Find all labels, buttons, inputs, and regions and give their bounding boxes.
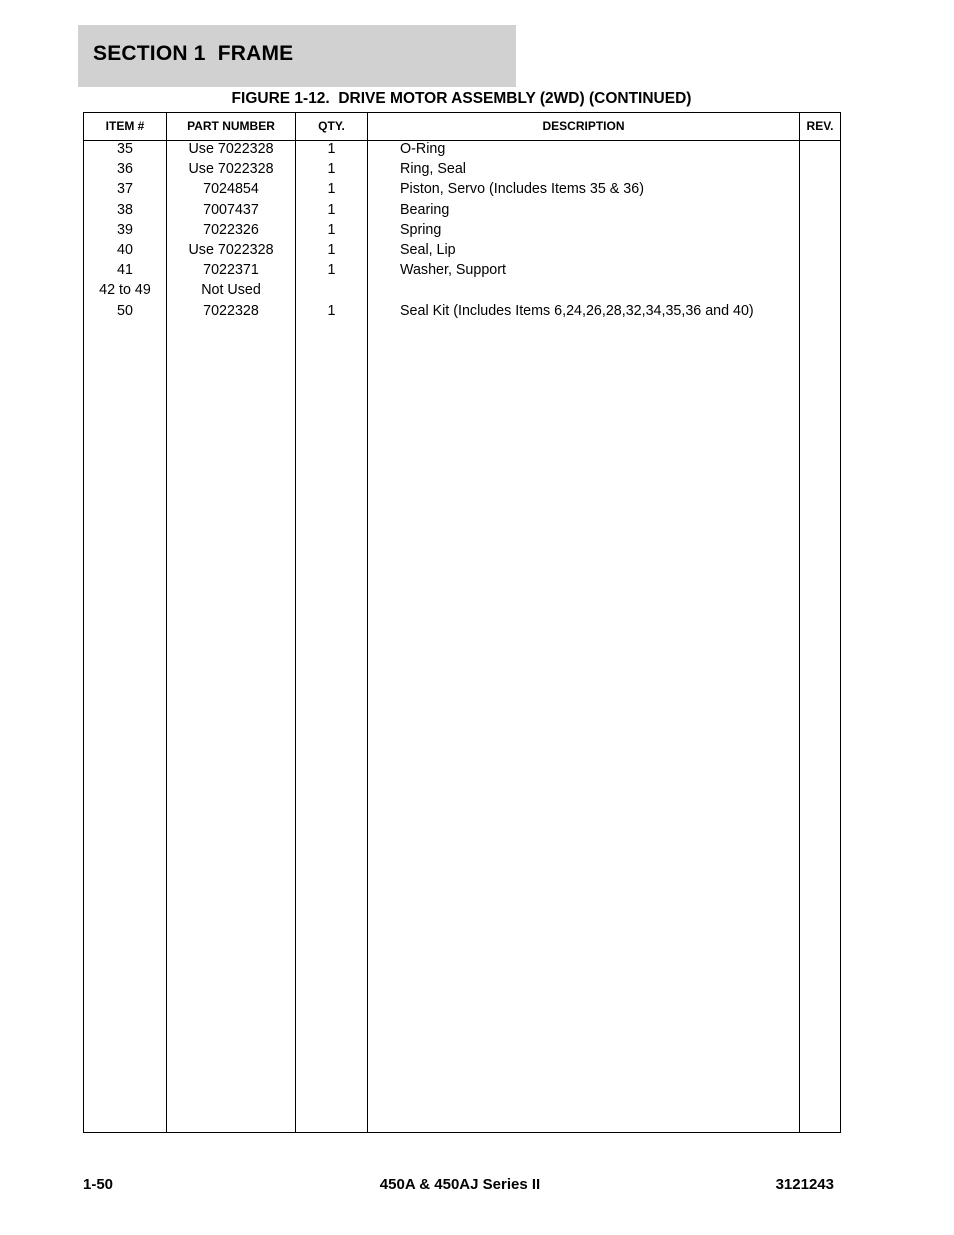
part-number-cell: 7022326: [203, 221, 259, 238]
part-number-cell: Not Used: [201, 282, 261, 299]
part-number-cell: Use 7022328: [188, 161, 274, 178]
description-cell: Piston, Servo (Includes Items 35 & 36): [400, 181, 644, 198]
qty-cell: 1: [327, 181, 336, 198]
table-row: [84, 280, 840, 300]
header-qty: QTY.: [318, 119, 345, 133]
item-cell: 35: [117, 141, 133, 157]
section-title: SECTION 1 FRAME: [93, 42, 294, 65]
part-number-cell: 7024854: [203, 181, 259, 198]
qty-cell: 1: [327, 201, 336, 218]
table-row: [84, 179, 840, 199]
description-cell: Bearing: [400, 201, 450, 218]
qty-cell: 1: [327, 262, 336, 279]
table-row: [84, 159, 840, 179]
header-part-number: PART NUMBER: [187, 119, 275, 133]
section-banner: [78, 25, 516, 87]
item-cell: 41: [117, 262, 133, 279]
part-number-cell: Use 7022328: [188, 141, 274, 157]
qty-cell: 1: [327, 242, 336, 258]
part-number-cell: 7022371: [203, 262, 259, 279]
table-row: [84, 200, 840, 220]
description-cell: O-Ring: [400, 141, 446, 157]
item-cell: 39: [117, 221, 133, 238]
header-item: ITEM #: [105, 119, 145, 133]
qty-cell: 1: [327, 221, 336, 238]
model-name: 450A & 450AJ Series II: [379, 1176, 541, 1193]
qty-cell: 1: [327, 141, 336, 157]
description-cell: Washer, Support: [400, 262, 506, 279]
parts-table: [83, 112, 841, 1133]
part-number-cell: 7007437: [203, 201, 259, 218]
item-cell: 42 to 49: [99, 282, 151, 299]
figure-title: FIGURE 1-12. DRIVE MOTOR ASSEMBLY (2WD) (CONTINUED): [231, 90, 692, 107]
table-row: [84, 220, 840, 240]
table-row: [84, 260, 840, 280]
part-number-cell: Use 7022328: [188, 242, 274, 258]
qty-cell: 1: [327, 161, 336, 178]
item-cell: 50: [117, 302, 133, 319]
part-number-cell: 7022328: [203, 302, 259, 319]
item-cell: 38: [117, 201, 133, 218]
table-row: [84, 139, 840, 159]
description-cell: Seal Kit (Includes Items 6,24,26,28,32,34,35,36 and 40): [400, 302, 754, 319]
description-cell: Seal, Lip: [400, 242, 456, 258]
description-cell: Spring: [400, 221, 442, 238]
item-cell: 40: [117, 242, 133, 258]
item-cell: 36: [117, 161, 133, 178]
header-rev: REV.: [806, 119, 834, 133]
page-number: 1-50: [83, 1176, 114, 1193]
header-description: DESCRIPTION: [542, 119, 625, 133]
table-row: [84, 240, 840, 260]
table-row: [84, 301, 840, 321]
description-cell: Ring, Seal: [400, 161, 466, 178]
qty-cell: 1: [327, 302, 336, 319]
document-number: 3121243: [775, 1176, 834, 1193]
item-cell: 37: [117, 181, 133, 198]
